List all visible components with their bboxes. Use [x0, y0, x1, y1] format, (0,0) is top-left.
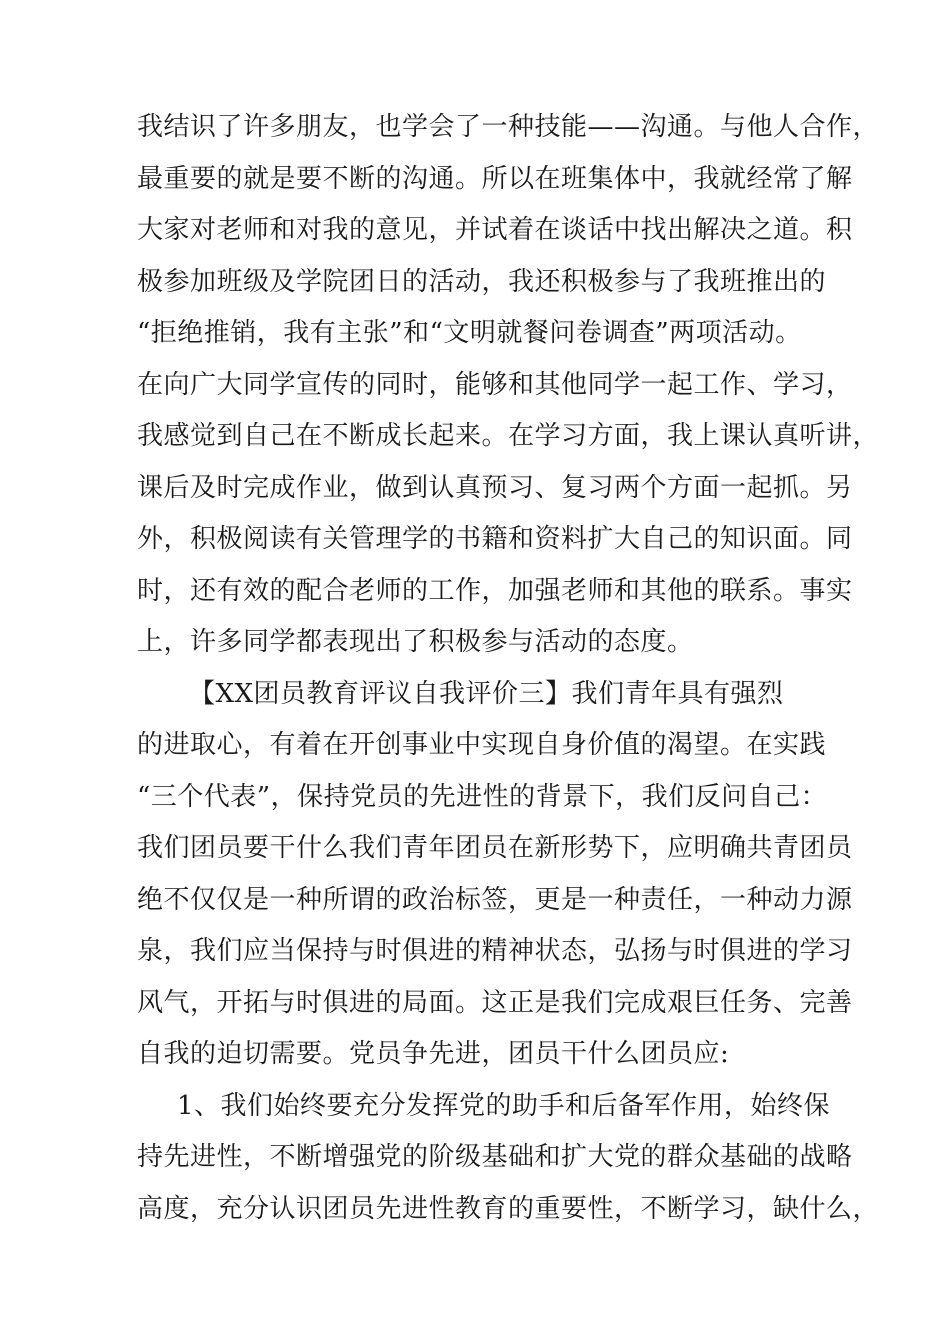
- body-text: [137, 102, 880, 1235]
- text-line: 在向广大同学宣传的同时，能够和其他同学一起工作、学习，: [137, 369, 853, 400]
- text-line: 持先进性，不断增强党的阶级基础和扩大党的群众基础的战略: [137, 1142, 853, 1172]
- text-line: 最重要的就是要不断的沟通。所以在班集体中，我就经常了解: [137, 163, 853, 194]
- text-line: 我结识了许多朋友，也学会了一种技能——沟通。与他人合作，: [137, 112, 880, 142]
- text-line: 课后及时完成作业，做到认真预习、复习两个方面一起抓。另: [137, 472, 853, 503]
- text-line: 极参加班级及学院团日的活动，我还积极参与了我班推出的: [137, 266, 827, 297]
- text-line: 外，积极阅读有关管理学的书籍和资料扩大自己的知识面。同: [137, 524, 853, 554]
- text-line: 泉，我们应当保持与时俱进的精神状态，弘扬与时俱进的学习: [137, 936, 853, 966]
- text-line: “三个代表”，保持党员的先进性的背景下，我们反问自己：: [137, 781, 828, 812]
- text-line: 自我的迫切需要。党员争先进，团员干什么团员应:: [137, 1039, 730, 1069]
- text-line: 的进取心，有着在开创事业中实现自身价值的渴望。在实践: [137, 730, 827, 760]
- text-line: 大家对老师和对我的意见，并试着在谈话中找出解决之道。积: [137, 215, 853, 245]
- text-line: 我们团员要干什么我们青年团员在新形势下，应明确共青团员: [137, 833, 853, 863]
- text-line: 绝不仅仅是一种所谓的政治标签，更是一种责任，一种动力源: [137, 884, 853, 915]
- text-line: 时，还有效的配合老师的工作，加强老师和其他的联系。事实: [137, 575, 853, 606]
- text-line: “拒绝推销，我有主张”和“文明就餐问卷调查”两项活动。: [137, 318, 802, 348]
- text-line: 风气，开拓与时俱进的局面。这正是我们完成艰巨任务、完善: [137, 987, 853, 1018]
- text-line: 上，许多同学都表现出了积极参与活动的态度。: [137, 627, 694, 657]
- text-line: 高度，充分认识团员先进性教育的重要性，不断学习，缺什么，: [137, 1193, 880, 1224]
- list-item-line: 1、我们始终要充分发挥党的助手和后备军作用，始终保: [177, 1090, 831, 1121]
- section-heading-line: 【XX团员教育评议自我评价三】我们青年具有强烈: [189, 678, 784, 709]
- text-line: 我感觉到自己在不断成长起来。在学习方面，我上课认真听讲，: [137, 421, 880, 451]
